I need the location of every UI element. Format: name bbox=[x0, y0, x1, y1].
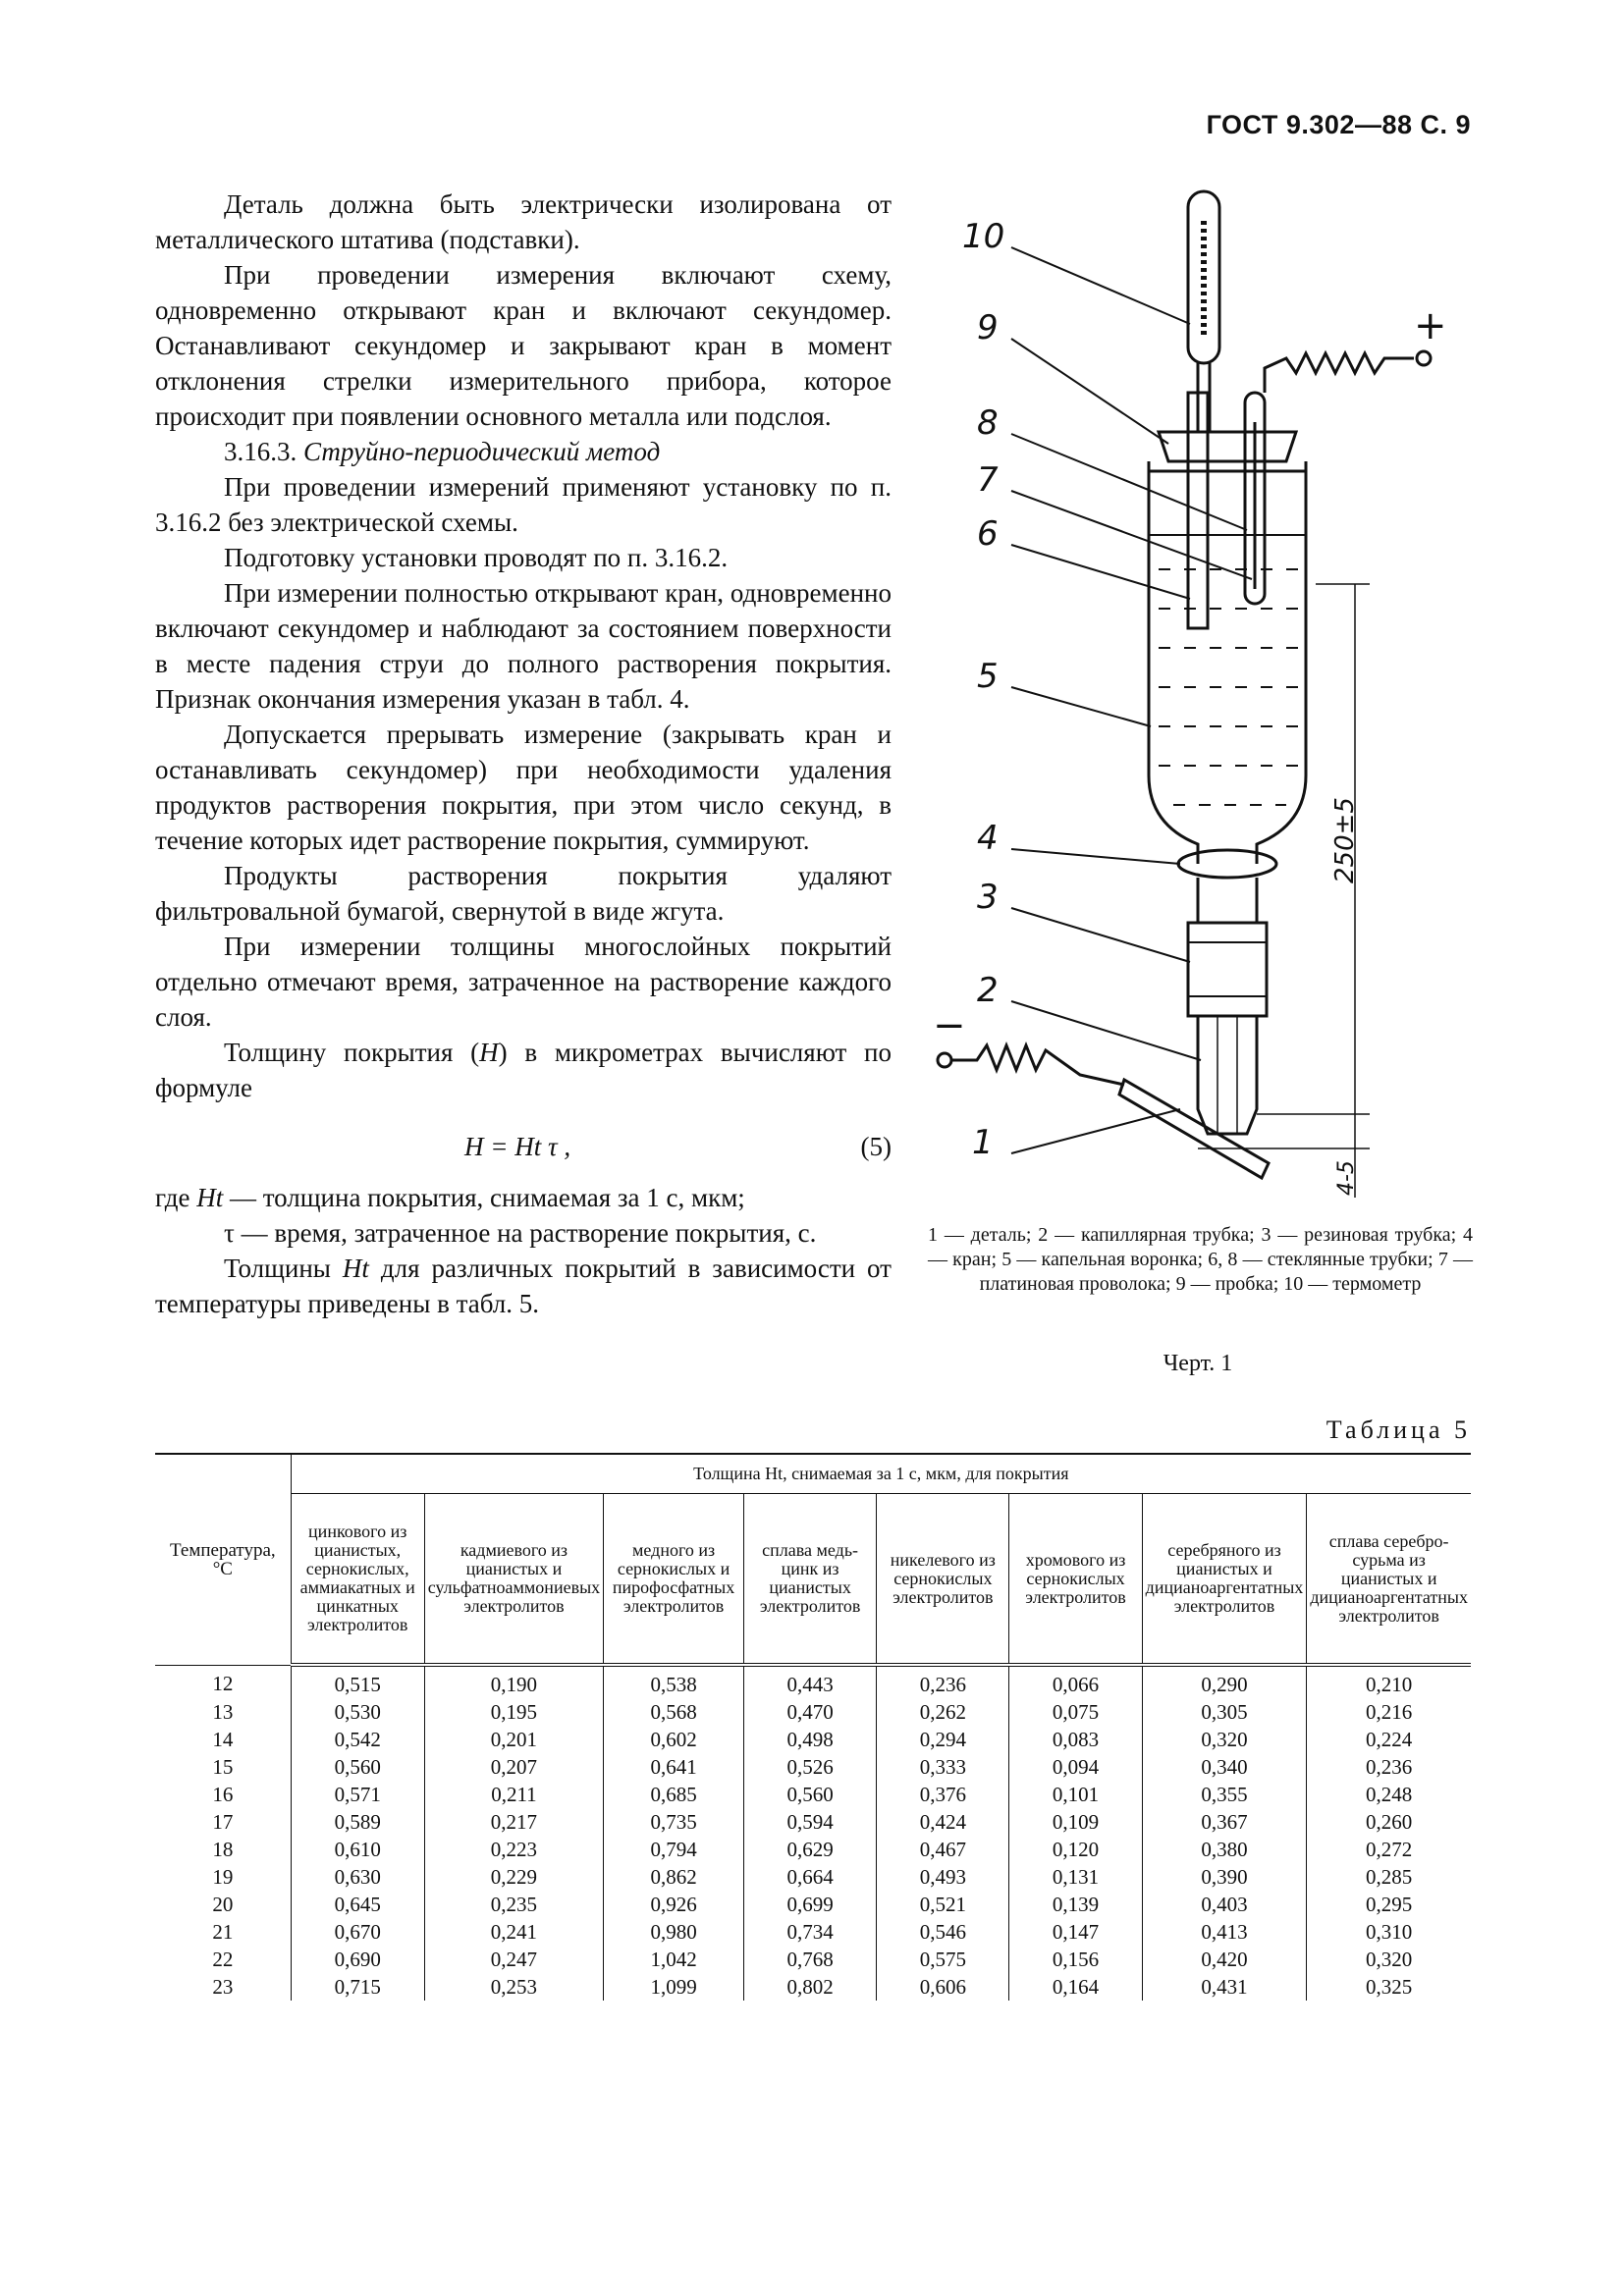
page-header: ГОСТ 9.302—88 С. 9 bbox=[1206, 110, 1471, 139]
value-cell: 0,272 bbox=[1307, 1836, 1471, 1863]
formula-expression: H = Ht τ , bbox=[464, 1132, 571, 1161]
temperature-cell: 17 bbox=[212, 1809, 234, 1834]
temperature-header: Температура, °С bbox=[155, 1454, 291, 1665]
label-3: 3 bbox=[977, 878, 999, 917]
value-cell: 0,190 bbox=[424, 1665, 603, 1698]
temperature-cell: 14 bbox=[212, 1727, 234, 1751]
value-cell: 0,645 bbox=[291, 1891, 424, 1918]
paragraph-formula-intro: Толщину покрытия (H) в микрометрах вычисляют по формуле bbox=[155, 1038, 893, 1102]
value-cell: 0,229 bbox=[424, 1863, 603, 1891]
value-cell: 0,560 bbox=[291, 1753, 424, 1781]
where-line-2: τ — время, затраченное на растворение покрытия, с. bbox=[224, 1218, 817, 1248]
table-row bbox=[155, 1753, 1471, 1781]
plus-sign: + bbox=[1414, 303, 1447, 348]
label-4: 4 bbox=[977, 819, 999, 858]
thickness-table bbox=[155, 1453, 1471, 2001]
value-cell: 0,664 bbox=[744, 1863, 877, 1891]
value-cell: 0,120 bbox=[1009, 1836, 1142, 1863]
figure-title: Черт. 1 bbox=[1163, 1351, 1233, 1376]
value-cell: 0,094 bbox=[1009, 1753, 1142, 1781]
value-cell: 0,431 bbox=[1142, 1973, 1307, 2001]
paragraph-interrupt: Допускается прерывать измерение (закрывать кран и останавливать секундомер) при необходимости удаления продуктов растворения покрытия, при этом число секунд, в течение которых идет растворение покрытия, суммируют. bbox=[155, 720, 892, 855]
stopcock bbox=[1178, 850, 1276, 878]
table-row bbox=[155, 1973, 1471, 2001]
value-cell: 0,101 bbox=[1009, 1781, 1142, 1808]
value-cell: 0,367 bbox=[1142, 1808, 1307, 1836]
value-cell: 1,099 bbox=[604, 1973, 744, 2001]
value-cell: 0,420 bbox=[1142, 1946, 1307, 1973]
value-cell: 0,294 bbox=[877, 1726, 1009, 1753]
value-cell: 0,699 bbox=[744, 1891, 877, 1918]
temperature-cell: 19 bbox=[212, 1864, 234, 1889]
label-9: 9 bbox=[977, 308, 999, 347]
value-cell: 0,568 bbox=[604, 1698, 744, 1726]
table-title: Таблица 5 bbox=[1325, 1415, 1471, 1444]
table-row bbox=[155, 1918, 1471, 1946]
apparatus-drawing bbox=[923, 177, 1473, 1198]
table-row bbox=[155, 1863, 1471, 1891]
value-cell: 0,538 bbox=[604, 1665, 744, 1698]
table-row bbox=[155, 1781, 1471, 1808]
value-cell: 0,320 bbox=[1307, 1946, 1471, 1973]
value-cell: 0,320 bbox=[1142, 1726, 1307, 1753]
paragraph-products: Продукты растворения покрытия удаляют фильтровальной бумагой, свернутой в виде жгута. bbox=[155, 861, 892, 926]
label-7: 7 bbox=[977, 460, 999, 500]
paragraph-multilayer: При измерении толщины многослойных покрытий отдельно отмечают время, затраченное на растворение каждого слоя. bbox=[155, 932, 892, 1032]
paragraph-table-ref: Толщины Ht для различных покрытий в зависимости от температуры приведены в табл. 5. bbox=[155, 1254, 892, 1318]
temperature-cell: 21 bbox=[212, 1919, 234, 1944]
positive-lead bbox=[1265, 353, 1414, 393]
table-row bbox=[155, 1698, 1471, 1726]
column-header: сплава серебро-сурьма из цианистых и дицианоаргентатных электролитов bbox=[1307, 1494, 1471, 1666]
value-cell: 0,606 bbox=[877, 1973, 1009, 2001]
table-row bbox=[155, 1665, 1471, 1698]
value-cell: 0,333 bbox=[877, 1753, 1009, 1781]
value-cell: 0,262 bbox=[877, 1698, 1009, 1726]
value-cell: 0,216 bbox=[1307, 1698, 1471, 1726]
value-cell: 0,235 bbox=[424, 1891, 603, 1918]
value-cell: 0,201 bbox=[424, 1726, 603, 1753]
value-cell: 0,521 bbox=[877, 1891, 1009, 1918]
negative-lead bbox=[952, 1045, 1124, 1085]
value-cell: 0,290 bbox=[1142, 1665, 1307, 1698]
value-cell: 0,715 bbox=[291, 1973, 424, 2001]
value-cell: 0,236 bbox=[1307, 1753, 1471, 1781]
value-cell: 0,139 bbox=[1009, 1891, 1142, 1918]
column-header: цинкового из цианистых, сернокислых, аммиакатных и цинкатных электролитов bbox=[291, 1494, 424, 1666]
apparatus-figure bbox=[923, 177, 1473, 1198]
column-header: никелевого из сернокислых электролитов bbox=[877, 1494, 1009, 1666]
formula-number: (5) bbox=[860, 1132, 892, 1161]
value-cell: 0,862 bbox=[604, 1863, 744, 1891]
section-number: 3.16.3. bbox=[224, 437, 298, 466]
section-heading bbox=[155, 434, 892, 469]
label-1: 1 bbox=[972, 1123, 994, 1162]
value-cell: 0,207 bbox=[424, 1753, 603, 1781]
capillary-tube bbox=[1198, 1016, 1257, 1134]
value-cell: 0,602 bbox=[604, 1726, 744, 1753]
value-cell: 0,560 bbox=[744, 1781, 877, 1808]
value-cell: 0,285 bbox=[1307, 1863, 1471, 1891]
value-cell: 0,926 bbox=[604, 1891, 744, 1918]
value-cell: 0,685 bbox=[604, 1781, 744, 1808]
value-cell: 0,493 bbox=[877, 1863, 1009, 1891]
value-cell: 0,390 bbox=[1142, 1863, 1307, 1891]
value-cell: 0,413 bbox=[1142, 1918, 1307, 1946]
value-cell: 0,248 bbox=[1307, 1781, 1471, 1808]
value-cell: 0,147 bbox=[1009, 1918, 1142, 1946]
table-row bbox=[155, 1891, 1471, 1918]
value-cell: 0,980 bbox=[604, 1918, 744, 1946]
value-cell: 0,325 bbox=[1307, 1973, 1471, 2001]
value-cell: 0,403 bbox=[1142, 1891, 1307, 1918]
value-cell: 0,546 bbox=[877, 1918, 1009, 1946]
value-cell: 0,210 bbox=[1307, 1665, 1471, 1698]
temperature-cell: 20 bbox=[212, 1892, 234, 1916]
value-cell: 0,217 bbox=[424, 1808, 603, 1836]
label-10: 10 bbox=[962, 217, 1005, 256]
value-cell: 0,424 bbox=[877, 1808, 1009, 1836]
group-header: Толщина Ht, снимаемая за 1 с, мкм, для покрытия bbox=[291, 1454, 1471, 1494]
section-title: Струйно-периодический метод bbox=[303, 437, 661, 466]
value-cell: 0,498 bbox=[744, 1726, 877, 1753]
temperature-cell: 13 bbox=[212, 1699, 234, 1724]
value-cell: 0,629 bbox=[744, 1836, 877, 1863]
value-cell: 0,376 bbox=[877, 1781, 1009, 1808]
column-header: серебряного из цианистых и дицианоаргентатных электролитов bbox=[1142, 1494, 1307, 1666]
value-cell: 0,223 bbox=[424, 1836, 603, 1863]
value-cell: 0,131 bbox=[1009, 1863, 1142, 1891]
value-cell: 0,247 bbox=[424, 1946, 603, 1973]
value-cell: 0,630 bbox=[291, 1863, 424, 1891]
value-cell: 0,295 bbox=[1307, 1891, 1471, 1918]
paragraph-isolation: Деталь должна быть электрически изолирована от металлического штатива (подставки). bbox=[155, 189, 892, 254]
value-cell: 0,211 bbox=[424, 1781, 603, 1808]
table-row bbox=[155, 1836, 1471, 1863]
table-row bbox=[155, 1946, 1471, 1973]
value-cell: 0,156 bbox=[1009, 1946, 1142, 1973]
value-cell: 0,670 bbox=[291, 1918, 424, 1946]
column-header: сплава медь-цинк из цианистых электролитов bbox=[744, 1494, 877, 1666]
value-cell: 0,768 bbox=[744, 1946, 877, 1973]
value-cell: 0,340 bbox=[1142, 1753, 1307, 1781]
value-cell: 0,075 bbox=[1009, 1698, 1142, 1726]
label-2: 2 bbox=[977, 971, 999, 1010]
table-row bbox=[155, 1808, 1471, 1836]
value-cell: 0,253 bbox=[424, 1973, 603, 2001]
value-cell: 0,734 bbox=[744, 1918, 877, 1946]
value-cell: 0,236 bbox=[877, 1665, 1009, 1698]
value-cell: 0,380 bbox=[1142, 1836, 1307, 1863]
temperature-cell: 16 bbox=[212, 1782, 234, 1806]
dimension-250: 250±5 bbox=[1330, 797, 1360, 883]
paragraph-measurement: При проведении измерения включают схему, одновременно открывают кран и включают секундомер. Останавливают секундомер и закрывают кран в момент отклонения стрелки измерительного прибора, которое происходит при появлении основного металла или подслоя. bbox=[155, 260, 892, 431]
value-cell: 0,083 bbox=[1009, 1726, 1142, 1753]
value-cell: 0,575 bbox=[877, 1946, 1009, 1973]
value-cell: 0,530 bbox=[291, 1698, 424, 1726]
paragraph-preparation: Подготовку установки проводят по п. 3.16.2. bbox=[224, 543, 729, 572]
value-cell: 0,355 bbox=[1142, 1781, 1307, 1808]
part-sample bbox=[1119, 1080, 1269, 1178]
rubber-tube bbox=[1188, 923, 1267, 1016]
value-cell: 0,470 bbox=[744, 1698, 877, 1726]
stopper bbox=[1159, 432, 1296, 461]
value-cell: 0,305 bbox=[1142, 1698, 1307, 1726]
value-cell: 0,310 bbox=[1307, 1918, 1471, 1946]
value-cell: 0,515 bbox=[291, 1665, 424, 1698]
label-8: 8 bbox=[977, 403, 999, 443]
value-cell: 0,164 bbox=[1009, 1973, 1142, 2001]
value-cell: 0,260 bbox=[1307, 1808, 1471, 1836]
value-cell: 0,589 bbox=[291, 1808, 424, 1836]
paragraph-procedure: При измерении полностью открывают кран, одновременно включают секундомер и наблюдают за состоянием поверхности в месте падения струи до полного растворения покрытия. Признак окончания измерения указан в табл. 4. bbox=[155, 578, 892, 714]
dimension-4-5: 4-5 bbox=[1334, 1160, 1359, 1196]
column-header: хромового из сернокислых электролитов bbox=[1009, 1494, 1142, 1666]
value-cell: 0,467 bbox=[877, 1836, 1009, 1863]
value-cell: 0,594 bbox=[744, 1808, 877, 1836]
value-cell: 0,526 bbox=[744, 1753, 877, 1781]
value-cell: 0,109 bbox=[1009, 1808, 1142, 1836]
paragraph-setup: При проведении измерений применяют установку по п. 3.16.2 без электрической схемы. bbox=[155, 472, 892, 537]
temperature-cell: 23 bbox=[212, 1974, 234, 1999]
value-cell: 0,735 bbox=[604, 1808, 744, 1836]
temperature-cell: 18 bbox=[212, 1837, 234, 1861]
table-row bbox=[155, 1726, 1471, 1753]
column-header: кадмиевого из цианистых и сульфатноаммониевых электролитов bbox=[424, 1494, 603, 1666]
main-text bbox=[155, 187, 892, 1321]
value-cell: 1,042 bbox=[604, 1946, 744, 1973]
value-cell: 0,571 bbox=[291, 1781, 424, 1808]
value-cell: 0,241 bbox=[424, 1918, 603, 1946]
where-line-1: где Ht — толщина покрытия, снимаемая за 1 с, мкм; bbox=[155, 1183, 745, 1212]
value-cell: 0,443 bbox=[744, 1665, 877, 1698]
formula bbox=[155, 1129, 892, 1168]
label-6: 6 bbox=[977, 514, 999, 554]
value-cell: 0,066 bbox=[1009, 1665, 1142, 1698]
value-cell: 0,542 bbox=[291, 1726, 424, 1753]
column-header: медного из сернокислых и пирофосфатных электролитов bbox=[604, 1494, 744, 1666]
temperature-cell: 12 bbox=[212, 1671, 234, 1695]
minus-sign: − bbox=[933, 1003, 966, 1048]
value-cell: 0,641 bbox=[604, 1753, 744, 1781]
value-cell: 0,195 bbox=[424, 1698, 603, 1726]
temperature-cell: 22 bbox=[212, 1947, 234, 1971]
label-5: 5 bbox=[977, 657, 999, 696]
value-cell: 0,610 bbox=[291, 1836, 424, 1863]
figure-caption: 1 — деталь; 2 — капиллярная трубка; 3 — резиновая трубка; 4 — кран; 5 — капельная воронка; 6, 8 — стеклянные трубки; 7 — платиновая проволока; 9 — пробка; 10 — термометр bbox=[928, 1224, 1473, 1295]
value-cell: 0,690 bbox=[291, 1946, 424, 1973]
value-cell: 0,802 bbox=[744, 1973, 877, 2001]
temperature-cell: 15 bbox=[212, 1754, 234, 1779]
value-cell: 0,794 bbox=[604, 1836, 744, 1863]
value-cell: 0,224 bbox=[1307, 1726, 1471, 1753]
